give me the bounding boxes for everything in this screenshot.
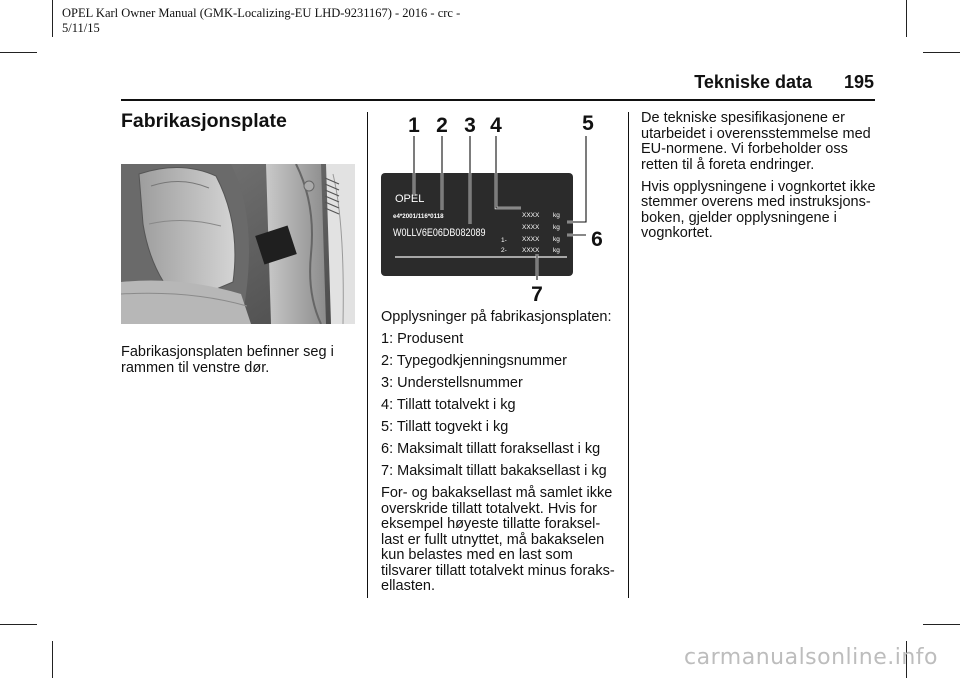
spec-paragraph [641,111,879,173]
callout-5: 5 [582,112,594,135]
header-rule [121,99,875,101]
plate-brand: OPEL [395,193,425,205]
plate-weight-row: XXXX [522,224,540,231]
text-line: vognkortet. [641,225,713,241]
callout-4: 4 [490,114,502,137]
axle-load-note [381,486,617,595]
meta-line-2: 5/11/15 [62,21,100,35]
legend-item: 7: Maksimalt tillatt bakaksellast i kg [381,463,607,479]
note-line: ellasten. [381,578,436,594]
text-line: Hvis opplysningene i vognkortet ikke [641,178,876,195]
text-line: stemmer overens med instruksjons- [641,194,871,210]
text-line: De tekniske spesifikasjonene er [641,110,845,126]
registration-paragraph [641,180,879,242]
text-line: retten til å foreta endringer. [641,156,815,173]
plate-vin: W0LLV6E06DB082089 [393,227,486,240]
note-line: overskride tillatt totalvekt. Hvis for [381,500,597,517]
plate-weight-row: XXXX [522,247,540,254]
text-line: utarbeidet i overensstemmelse med [641,125,871,142]
callout-2: 2 [436,114,448,137]
plate-axle-2: 2- [501,247,507,254]
plate-unit: kg [553,212,560,219]
text-line: boken, gjelder opplysningene i [641,209,837,226]
door-frame-photo [121,164,355,324]
legend-item: 2: Typegodkjenningsnummer [381,353,567,369]
crop-mark [923,624,960,625]
crop-mark [52,0,53,37]
legend-item: 5: Tillatt togvekt i kg [381,419,509,435]
plate-legend [381,310,617,601]
legend-item: 6: Maksimalt tillatt foraksellast i kg [381,441,601,457]
specifications-text [641,111,879,248]
plate-unit: kg [553,224,560,231]
article-heading: Fabrikasjonsplate [121,110,287,132]
legend-intro: Opplysninger på fabrikasjonsplaten: [381,309,612,325]
column-divider [628,112,629,598]
crop-mark [0,52,37,53]
site-watermark: carmanualsonline.info [684,645,938,670]
column-divider [367,112,368,598]
text-line: EU-normene. Vi forbeholder oss [641,141,848,157]
section-title: Tekniske data [694,72,812,92]
legend-item: 4: Tillatt totalvekt i kg [381,397,516,413]
legend-item: 3: Understellsnummer [381,375,523,391]
note-line: last er fullt utnyttet, må bakakselen [381,531,605,548]
callout-7: 7 [531,283,543,304]
plate-approval-number: e4*2001/116*0118 [393,213,444,220]
plate-unit: kg [553,236,560,243]
document-meta [62,6,522,36]
manufacturer-plate-diagram [381,112,611,304]
note-line: tilsvarer tillatt totalvekt minus foraks- [381,562,615,579]
note-line: kun belastes med en last som [381,547,573,563]
crop-mark [923,52,960,53]
legend-item: 1: Produsent [381,331,464,347]
page-number: 195 [844,72,875,92]
crop-mark [52,641,53,678]
meta-line-1: OPEL Karl Owner Manual (GMK-Localizing-EU LHD-9231167) - 2016 - crc - [62,6,461,20]
crop-mark [0,624,37,625]
plate-weight-row: XXXX [522,236,540,243]
plate-unit: kg [553,247,560,254]
plate-location-text: Fabrikasjonsplaten befinner seg i rammen til venstre dør. [121,344,334,376]
plate-weight-row: XXXX [522,212,540,219]
callout-6: 6 [591,228,603,251]
note-line: For- og bakaksellast må samlet ikke [381,485,613,501]
callout-1: 1 [408,114,420,137]
plate-axle-1: 1- [501,237,507,244]
callout-3: 3 [464,114,476,137]
crop-mark [906,0,907,37]
note-line: eksempel høyeste tillatte foraksel- [381,516,601,532]
